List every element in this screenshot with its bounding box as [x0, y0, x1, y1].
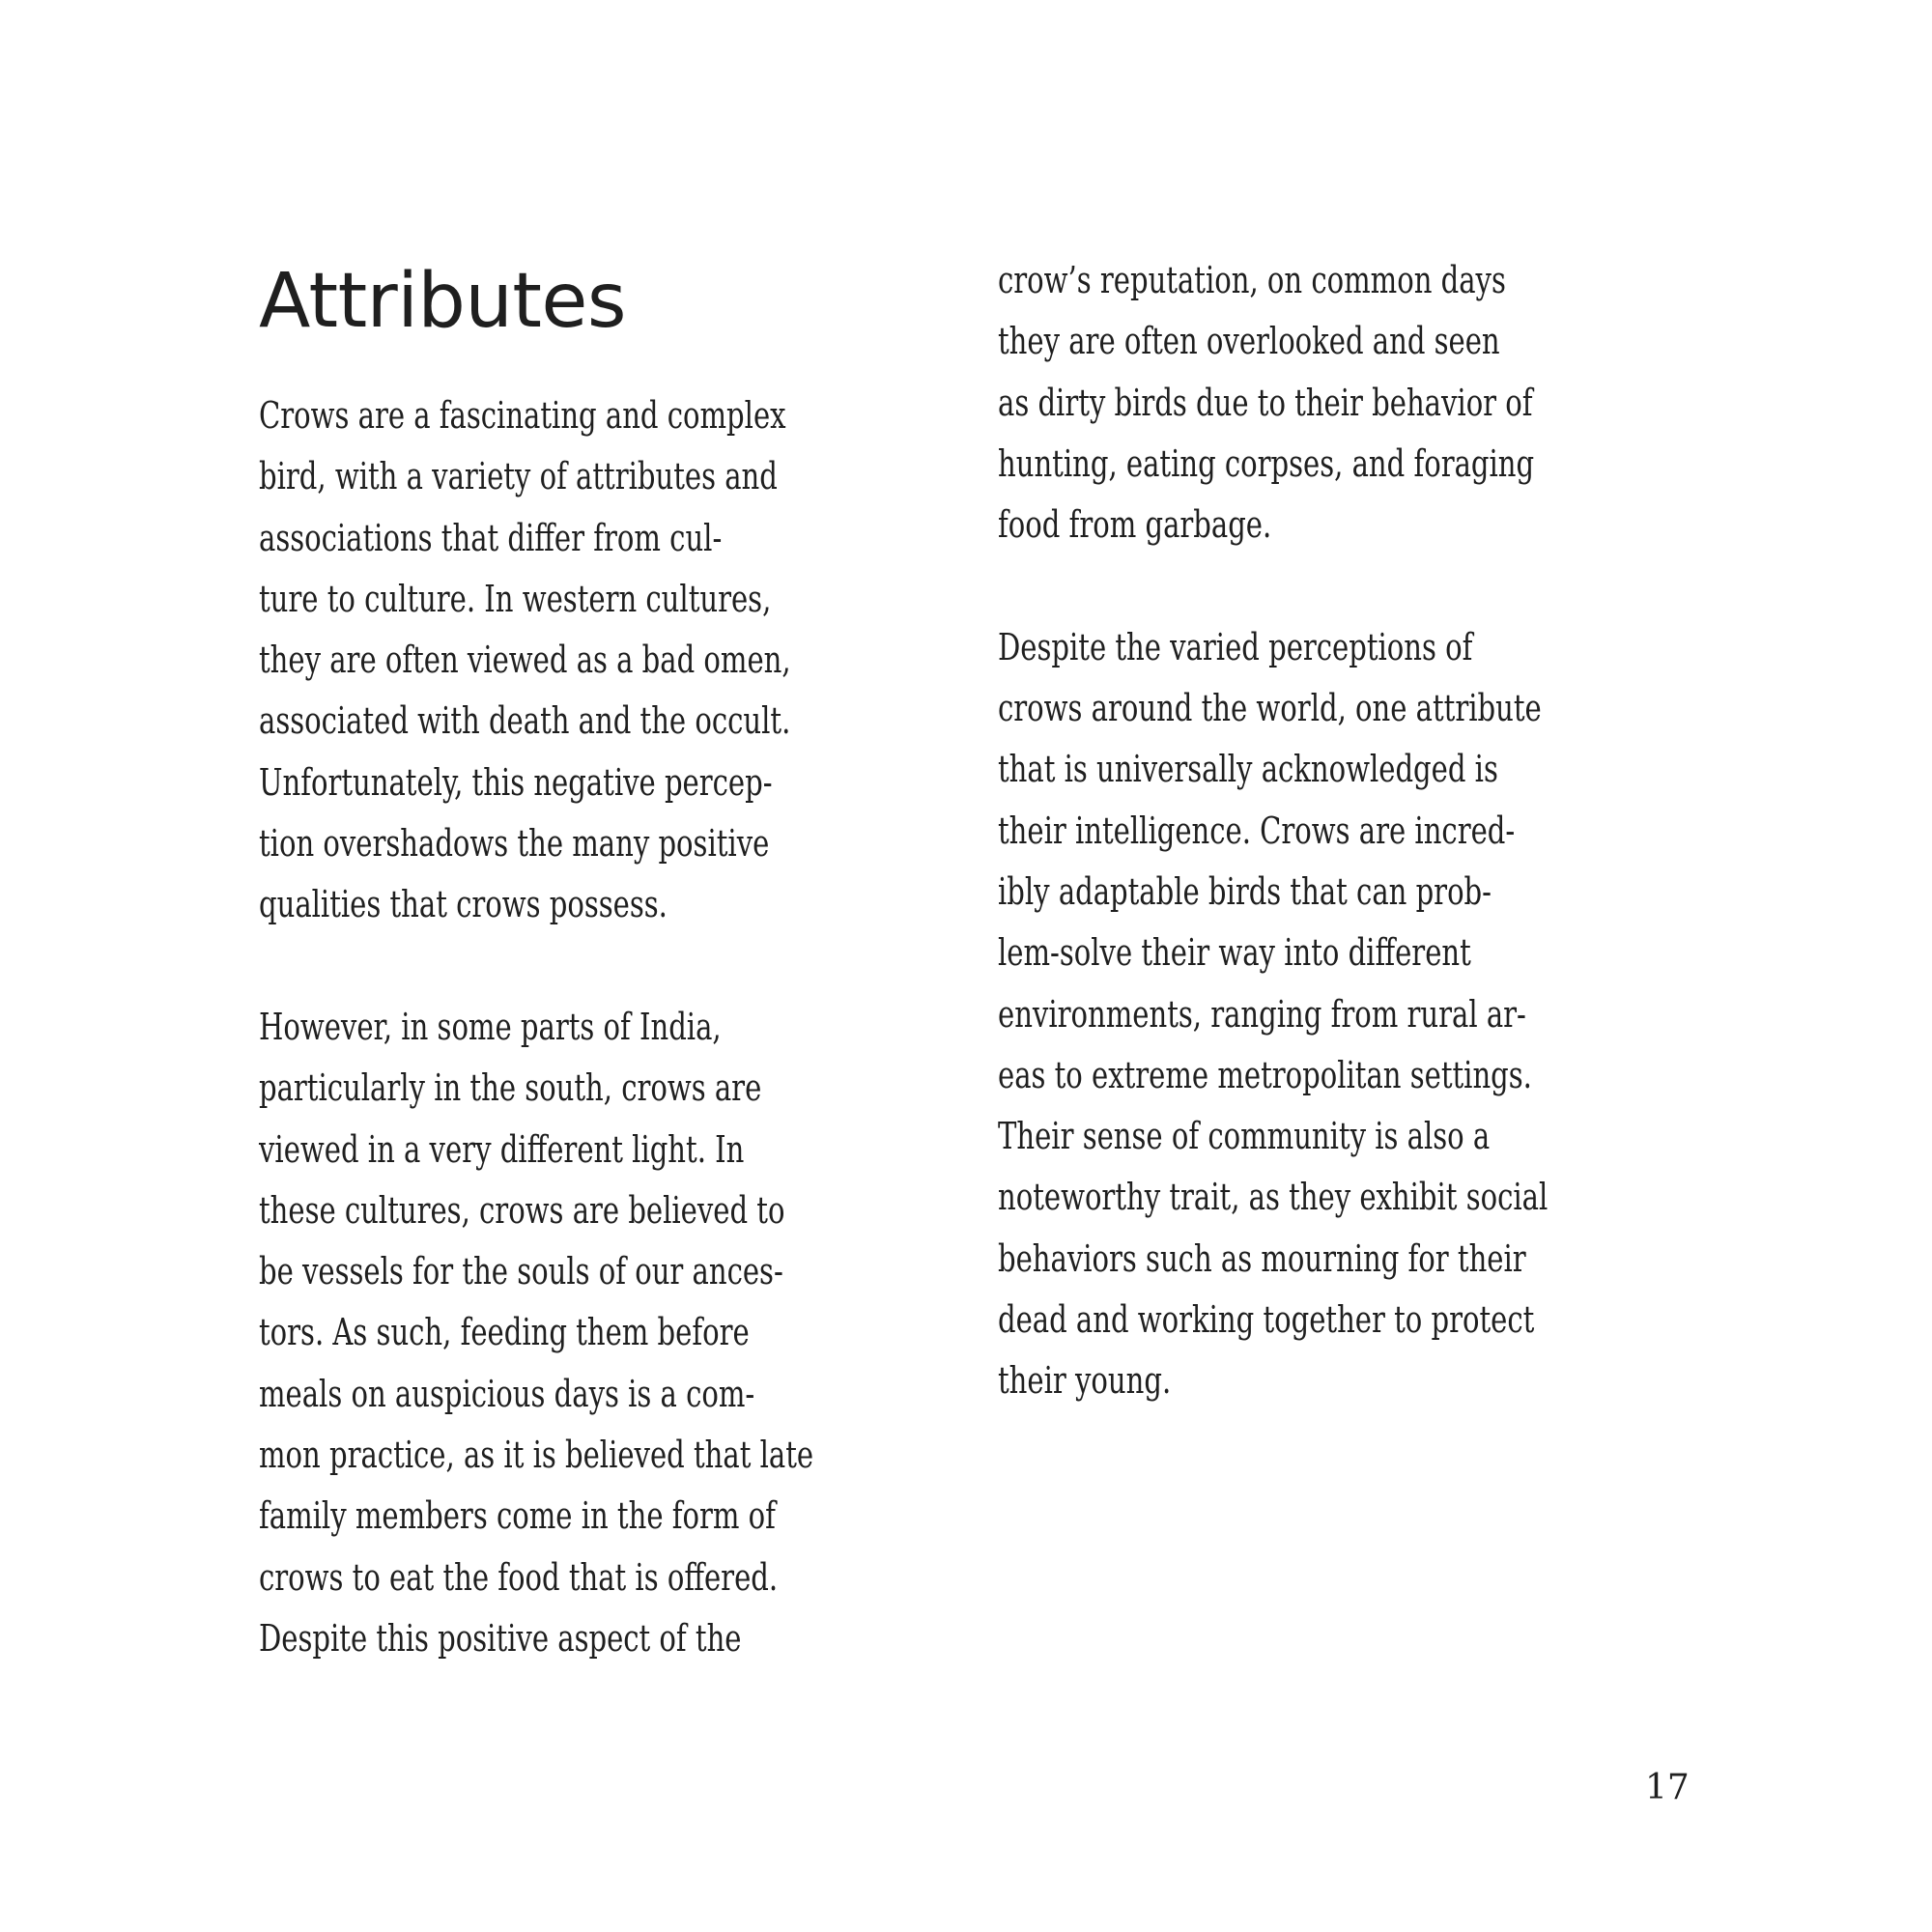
text-line: as dirty birds due to their behavior of — [998, 381, 1533, 424]
text-line: particularly in the south, crows are — [259, 1066, 762, 1110]
text-line: be vessels for the souls of our ances- — [259, 1250, 783, 1293]
text-line: ture to culture. In western cultures, — [259, 577, 772, 620]
text-line: associations that differ from cul- — [259, 516, 723, 559]
paragraph — [259, 385, 954, 936]
text-line: tion overshadows the many positive — [259, 822, 770, 866]
text-line: ibly adaptable birds that can prob- — [998, 869, 1492, 913]
paragraph — [998, 250, 1693, 555]
text-line: viewed in a very different light. In — [259, 1127, 745, 1171]
text-line: Despite the varied perceptions of — [998, 625, 1473, 668]
text-line: However, in some parts of India, — [259, 1005, 722, 1048]
text-line: these cultures, crows are believed to — [259, 1188, 785, 1232]
text-line: crows around the world, one attribute — [998, 687, 1542, 730]
text-line: that is universally acknowledged is — [998, 748, 1498, 791]
left-column — [259, 385, 954, 1669]
text-line: they are often overlooked and seen — [998, 320, 1500, 363]
text-line: associated with death and the occult. — [259, 699, 791, 743]
text-line: lem-solve their way into different — [998, 931, 1471, 975]
text-line: tors. As such, feeding them before — [259, 1311, 750, 1354]
paragraph — [998, 617, 1693, 1412]
text-line: qualities that crows possess. — [259, 883, 668, 926]
text-line: bird, with a variety of attributes and — [259, 455, 778, 498]
page-number: 17 — [1645, 1768, 1690, 1807]
text-line: Crows are a fascinating and complex — [259, 394, 786, 437]
text-line: environments, ranging from rural ar- — [998, 992, 1526, 1036]
text-line: crows to eat the food that is offered. — [259, 1555, 779, 1599]
text-line: Their sense of community is also a — [998, 1115, 1491, 1158]
text-line: eas to extreme metropolitan settings. — [998, 1053, 1532, 1096]
text-line: family members come in the form of — [259, 1494, 776, 1538]
text-line: their young. — [998, 1359, 1172, 1403]
text-line: hunting, eating corpses, and foraging — [998, 441, 1535, 485]
text-line: Unfortunately, this negative percep- — [259, 760, 773, 804]
text-line: crow’s reputation, on common days — [998, 259, 1506, 301]
text-line: Despite this positive aspect of the — [259, 1616, 742, 1660]
text-line: noteworthy trait, as they exhibit social — [998, 1176, 1548, 1219]
paragraph — [259, 997, 954, 1669]
text-line: mon practice, as it is believed that late — [259, 1434, 814, 1477]
text-line: behaviors such as mourning for their — [998, 1236, 1526, 1280]
text-line: food from garbage. — [998, 503, 1272, 547]
text-line: dead and working together to protect — [998, 1298, 1535, 1342]
text-line: their intelligence. Crows are incred- — [998, 809, 1516, 852]
page-heading: Attributes — [259, 258, 627, 345]
text-line: they are often viewed as a bad omen, — [259, 639, 791, 682]
text-line: meals on auspicious days is a com- — [259, 1372, 755, 1415]
right-column — [998, 250, 1693, 1412]
